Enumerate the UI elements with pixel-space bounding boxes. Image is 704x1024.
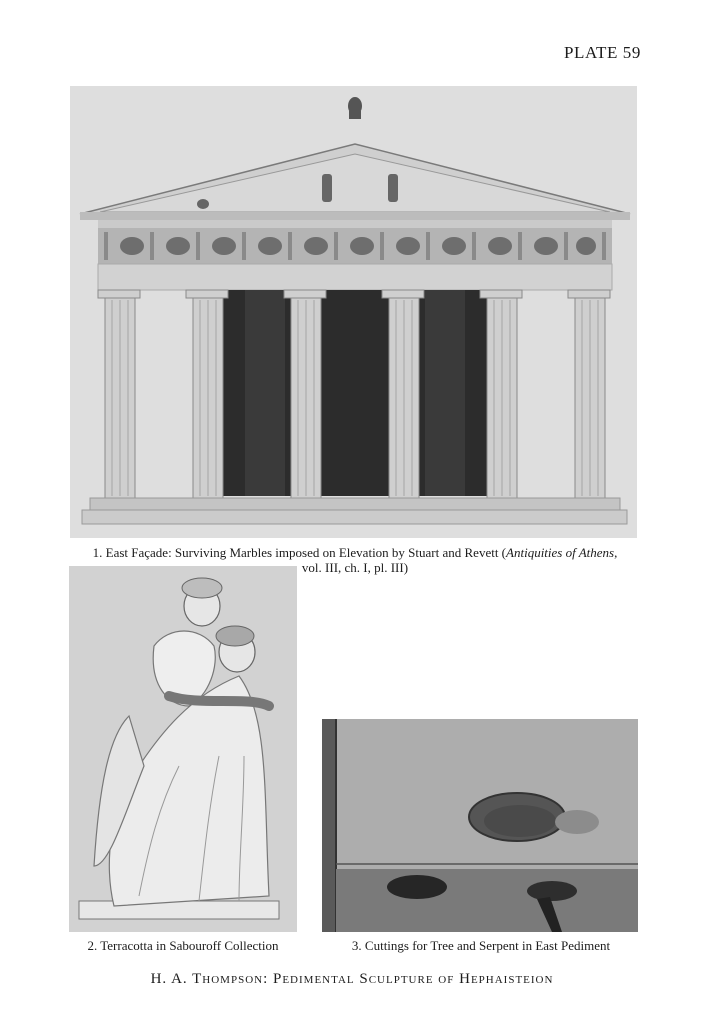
figure-1-caption-title: Antiquities of Athens [506, 545, 615, 560]
akroterion-figure [348, 97, 362, 119]
pediment-cuttings-photo [322, 719, 638, 932]
figure-2-caption: 2. Terracotta in Sabouroff Collection [87, 938, 279, 953]
terracotta-group-image [69, 566, 297, 932]
figure-1-caption-line2: vol. III, ch. I, pl. III) [301, 560, 409, 575]
running-footer: H. A. Thompson: Pedimental Sculpture of Hephaisteion [150, 971, 554, 987]
figure-3-caption: 3. Cuttings for Tree and Serpent in East Pediment [351, 938, 611, 953]
figure-1-caption-text: 1. East Façade: Surviving Marbles imposed on Elevation by Stuart and Revett ( [92, 545, 507, 560]
east-facade-elevation-image [70, 86, 637, 538]
plate-number: PLATE 59 [563, 43, 641, 62]
figure-1-caption-end: , [614, 545, 618, 560]
